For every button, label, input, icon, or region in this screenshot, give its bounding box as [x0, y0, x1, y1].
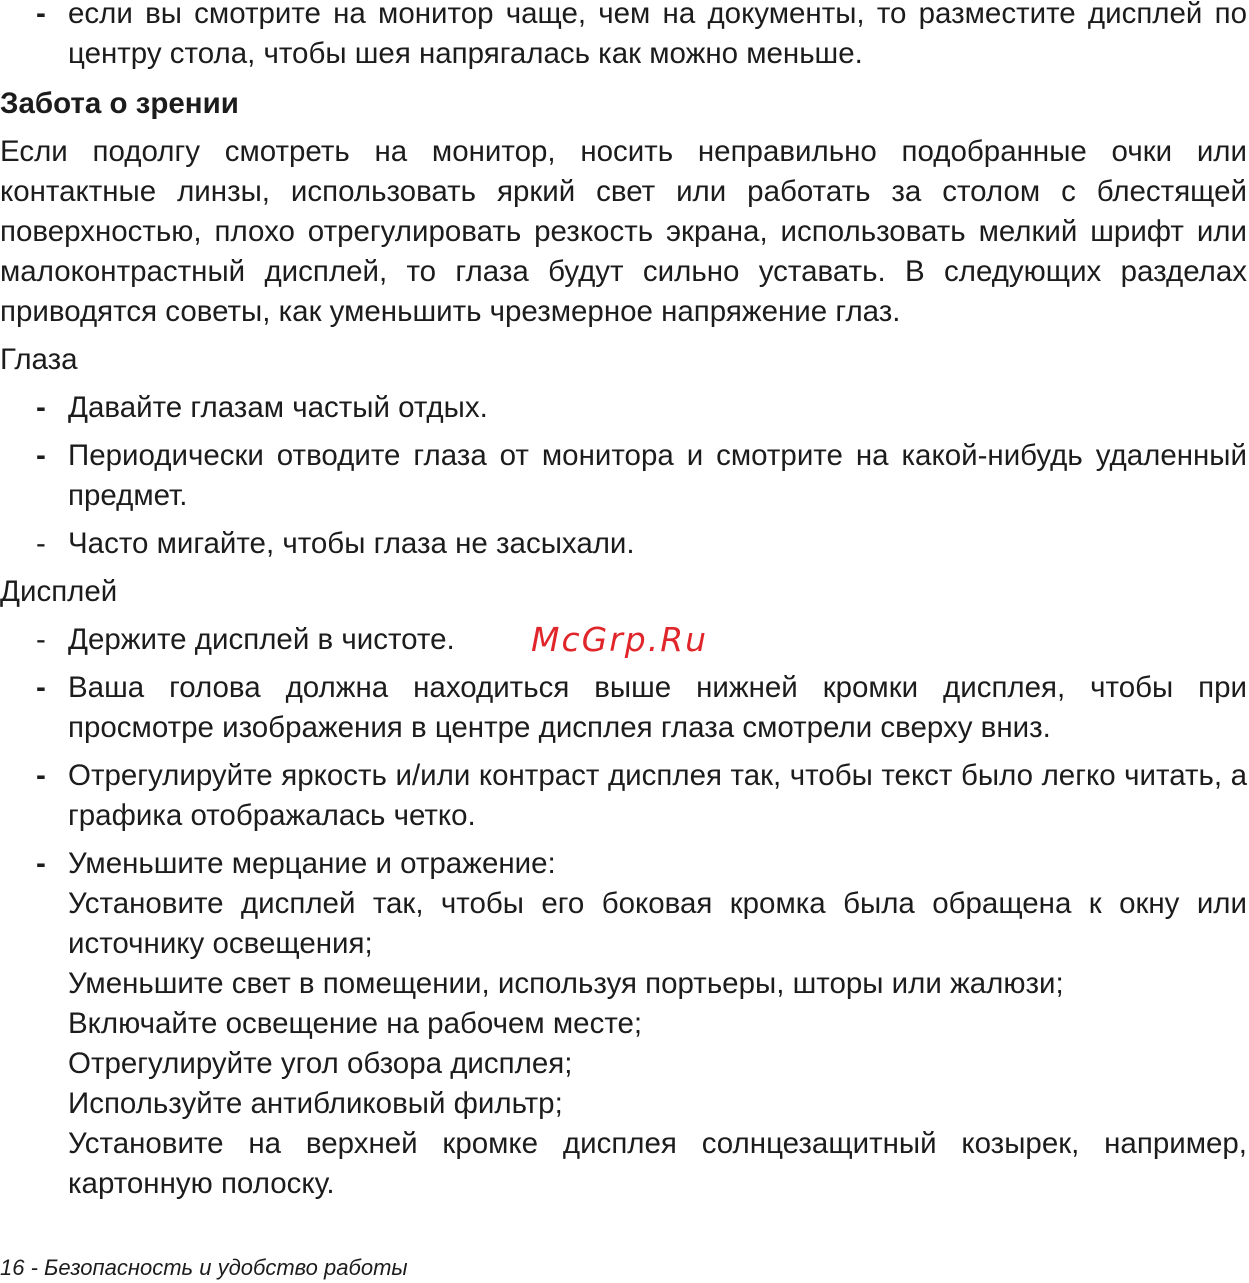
section-heading: Забота о зрении	[0, 87, 239, 120]
glare-sub-item: Отрегулируйте угол обзора дисплея;	[68, 1047, 573, 1080]
watermark-text: McGrp.Ru	[531, 620, 709, 659]
page-footer: 16 - Безопасность и удобство работы	[0, 1255, 408, 1280]
glare-sub-item: Установите на верхней кромке дисплея солнцезащитный козырек, например, картонную полоску.	[68, 1127, 1247, 1200]
glare-heading: Уменьшите мерцание и отражение:	[68, 847, 556, 880]
glare-sub-item: Уменьшите свет в помещении, используя портьеры, шторы или жалюзи;	[68, 967, 1064, 1000]
bullet-dash: -	[36, 623, 46, 656]
bullet-dash: -	[36, 0, 46, 30]
intro-paragraph: Если подолгу смотреть на монитор, носить неправильно подобранные очки или контактные линзы, использовать яркий свет или работать за столом с блестящей поверхностью, плохо отрегулировать резкость экрана, использовать мелкий шрифт или малоконтрастный дисплей, то глаза будут сильно уставать. В следующих разделах приводятся советы, как уменьшить чрезмерное напряжение глаз.	[0, 135, 1247, 328]
glare-sub-item: Используйте антибликовый фильтр;	[68, 1087, 563, 1120]
list-item-text	[68, 844, 1247, 1204]
glare-sub-item: Установите дисплей так, чтобы его боковая кромка была обращена к окну или источнику освещения;	[68, 887, 1247, 960]
list-item-text: Ваша голова должна находиться выше нижней кромки дисплея, чтобы при просмотре изображения в центре дисплея глаза смотрели сверху вниз.	[68, 671, 1247, 744]
list-item-text: Давайте глазам частый отдых.	[68, 391, 488, 424]
bullet-dash: -	[36, 671, 46, 704]
list-item-text: если вы смотрите на монитор чаще, чем на документы, то разместите дисплей по центру стола, чтобы шея напрягалась как можно меньше.	[68, 0, 1247, 70]
list-item-text: Отрегулируйте яркость и/или контраст дисплея так, чтобы текст было легко читать, а графика отображалась четко.	[68, 759, 1247, 832]
list-item-text: Периодически отводите глаза от монитора и смотрите на какой-нибудь удаленный предмет.	[68, 439, 1247, 512]
bullet-dash: -	[36, 391, 46, 424]
glare-sub-item: Включайте освещение на рабочем месте;	[68, 1007, 643, 1040]
subsection-label-display: Дисплей	[0, 575, 118, 608]
list-item-text: Держите дисплей в чистоте.	[68, 623, 455, 656]
bullet-dash: -	[36, 527, 46, 560]
bullet-dash: -	[36, 847, 46, 880]
bullet-dash: -	[36, 759, 46, 792]
bullet-dash: -	[36, 439, 46, 472]
list-item-text: Часто мигайте, чтобы глаза не засыхали.	[68, 527, 635, 560]
subsection-label-eyes: Глаза	[0, 343, 78, 376]
